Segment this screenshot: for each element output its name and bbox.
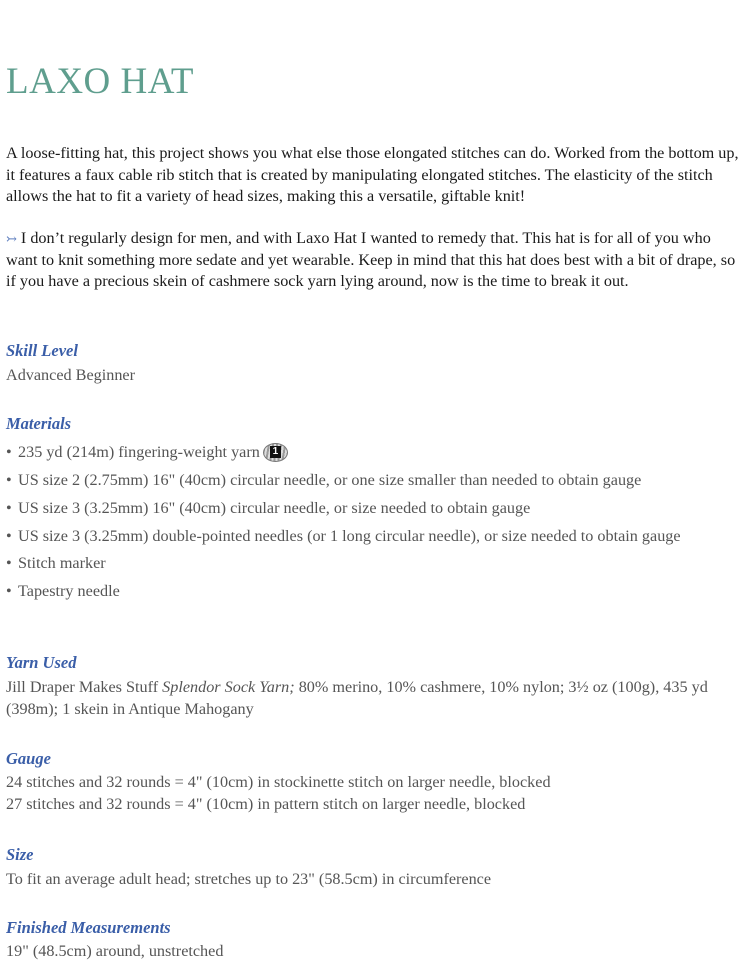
material-item-text: Tapestry needle [18, 581, 120, 600]
gauge-line: 24 stitches and 32 rounds = 4" (10cm) in stockinette stitch on larger needle, blocked [6, 773, 551, 791]
material-item-text: Stitch marker [18, 553, 106, 572]
bullet: • [6, 471, 12, 489]
list-item [6, 498, 746, 520]
list-item [6, 442, 746, 464]
yarn-used-text [6, 677, 746, 720]
list-item [6, 526, 746, 548]
material-item-text: US size 2 (2.75mm) 16" (40cm) circular needle, or one size smaller than needed to obtain gauge [18, 471, 642, 489]
bullet: • [6, 443, 12, 461]
material-item-text: US size 3 (3.25mm) 16" (40cm) circular needle, or size needed to obtain gauge [18, 499, 531, 517]
finished-measurements-value: 19" (48.5cm) around, unstretched [6, 942, 224, 960]
yarn-weight-1-icon [263, 443, 288, 462]
arrow-icon: ↣ [6, 231, 17, 246]
list-item [6, 581, 746, 603]
skill-level-value: Advanced Beginner [6, 366, 136, 384]
materials-list [6, 442, 746, 609]
intro-paragraph: A loose-fitting hat, this project shows you what else those elongated stitches can do. Worked from the bottom up, it features a faux cable rib stitch that is created by manipulating elongated stitches. The elasticity of the stitch allows the hat to fit a variety of head sizes, making this a versatile, giftable knit! [6, 144, 739, 205]
materials-heading: Materials [6, 414, 72, 433]
yarn-brand: Jill Draper Makes Stuff [6, 678, 159, 696]
pattern-title: LAXO HAT [6, 61, 194, 102]
bullet: • [6, 553, 12, 572]
yarn-details: 80% merino, 10% cashmere, 10% nylon; 3½ oz (100g), 435 yd (398m); 1 skein in Antique Mahogany [6, 678, 708, 718]
yarn-weight-number: 1 [270, 446, 281, 458]
bullet: • [6, 527, 12, 545]
material-item-text: US size 3 (3.25mm) double-pointed needles (or 1 long circular needle), or size needed to obtain gauge [18, 527, 681, 545]
size-value: To fit an average adult head; stretches up to 23" (58.5cm) in circumference [6, 870, 492, 888]
yarn-name: Splendor Sock Yarn; [162, 678, 295, 696]
list-item [6, 553, 746, 575]
yarn-used-heading: Yarn Used [6, 653, 77, 672]
bullet: • [6, 581, 12, 600]
gauge-line: 27 stitches and 32 rounds = 4" (10cm) in pattern stitch on larger needle, blocked [6, 795, 526, 813]
designer-note [6, 228, 746, 293]
designer-note-text: I don’t regularly design for men, and with Laxo Hat I wanted to remedy that. This hat is for all of you who want to knit something more sedate and yet wearable. Keep in mind that this hat does best with a bit of drape, so if you have a precious skein of cashmere sock yarn lying around, now is the time to break it out. [6, 229, 736, 290]
gauge-heading: Gauge [6, 749, 51, 768]
size-heading: Size [6, 845, 34, 864]
material-item-text: 235 yd (214m) fingering-weight yarn [18, 443, 260, 461]
list-item [6, 470, 746, 492]
finished-measurements-heading: Finished Measurements [6, 918, 171, 937]
bullet: • [6, 499, 12, 517]
skill-level-heading: Skill Level [6, 341, 78, 360]
